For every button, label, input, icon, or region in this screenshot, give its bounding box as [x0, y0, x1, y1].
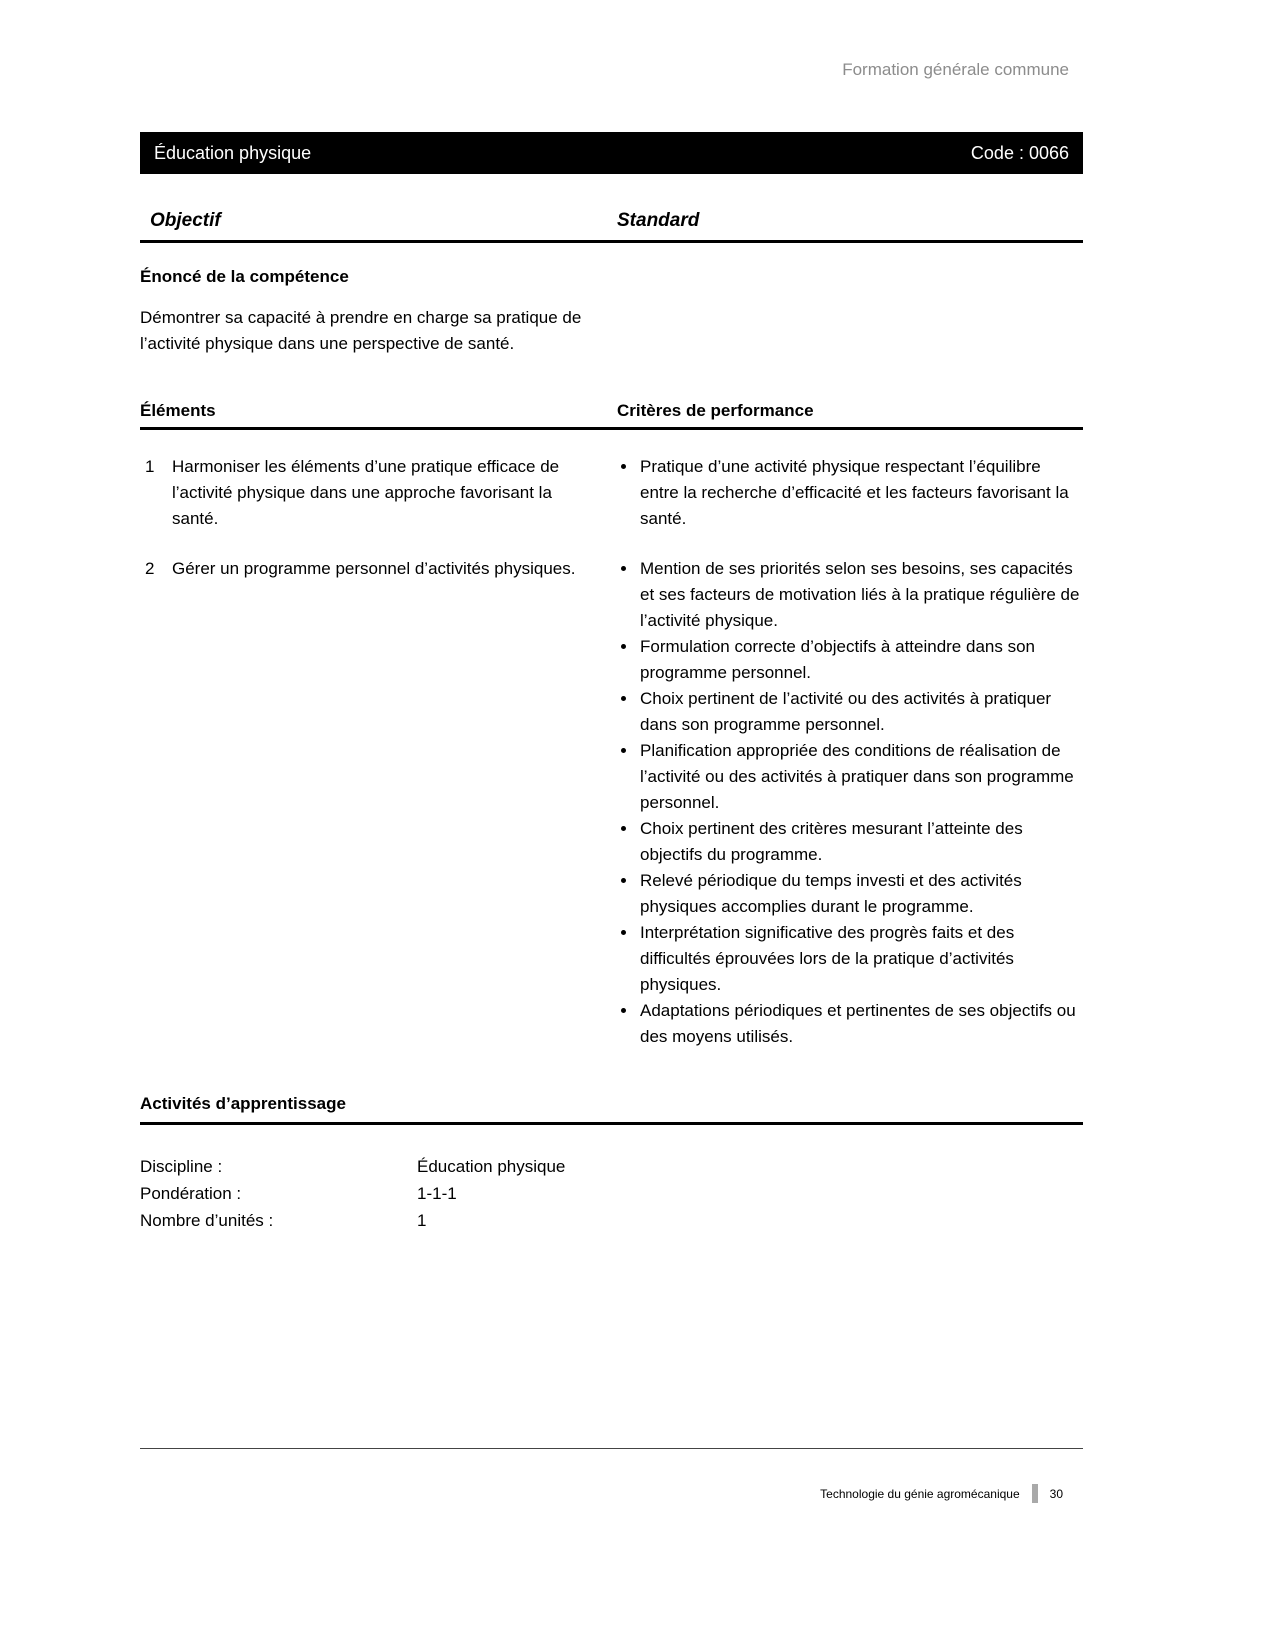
enonce-text: Démontrer sa capacité à prendre en charge sa pratique de l’activité physique dans une perspective de santé. [140, 308, 582, 353]
detail-label: Discipline : [140, 1157, 223, 1176]
enonce-heading: Énoncé de la compétence [140, 267, 349, 286]
criteria-item: • Adaptations périodiques et pertinentes de ses objectifs ou des moyens utilisés. [638, 998, 1083, 1050]
footer-separator-bar [1032, 1484, 1038, 1503]
criteria-item: • Interprétation significative des progrès faits et des difficultés éprouvées lors de la pratique d’activités physiques. [638, 920, 1083, 998]
criteria-item: • Planification appropriée des conditions de réalisation de l’activité ou des activités à pratiquer dans son programme personnel. [638, 738, 1083, 816]
footer-page-number: 30 [1049, 1486, 1063, 1501]
element-item [140, 556, 617, 1050]
footer-divider [140, 1448, 1083, 1449]
criteria-item: • Choix pertinent des critères mesurant l’atteinte des objectifs du programme. [638, 816, 1083, 868]
element-number: 1 [145, 457, 155, 476]
elements-heading: Éléments [140, 401, 216, 420]
element-row-2 [140, 556, 1083, 1050]
criteria-item: • Mention de ses priorités selon ses besoins, ses capacités et ses facteurs de motivation liés à la pratique régulière de l’activité physique. [638, 556, 1083, 634]
footer-document-title: Technologie du génie agromécanique [820, 1486, 1020, 1501]
detail-label: Pondération : [140, 1184, 242, 1203]
course-title-bar [140, 132, 1083, 174]
running-header: Formation générale commune [842, 60, 1069, 79]
criteria-item: • Choix pertinent de l’activité ou des activités à pratiquer dans son programme personnel. [638, 686, 1083, 738]
detail-row [140, 1153, 1083, 1180]
criteria-list-2 [617, 556, 1083, 1050]
detail-row [140, 1207, 1083, 1234]
element-item [140, 454, 617, 532]
criteria-item: • Formulation correcte d’objectifs à atteindre dans son programme personnel. [638, 634, 1083, 686]
criteria-item: • Relevé périodique du temps investi et des activités physiques accomplies durant le programme. [638, 868, 1083, 920]
objectif-heading: Objectif [150, 210, 221, 231]
objectif-standard-header [140, 210, 1083, 243]
element-number: 2 [145, 559, 155, 578]
standard-heading: Standard [617, 210, 700, 231]
detail-value: 1 [417, 1211, 427, 1230]
page-footer [140, 1484, 1083, 1503]
element-text: Harmoniser les éléments d’une pratique efficace de l’activité physique dans une approche favorisant la santé. [172, 457, 560, 528]
criteria-list-1 [617, 454, 1083, 532]
element-text: Gérer un programme personnel d’activités physiques. [172, 559, 576, 578]
detail-row [140, 1180, 1083, 1207]
course-title: Éducation physique [154, 142, 312, 163]
activities-heading: Activités d’apprentissage [140, 1094, 1083, 1125]
criteria-item: • Pratique d’une activité physique respectant l’équilibre entre la recherche d’efficacité et les facteurs favorisant la santé. [638, 454, 1083, 532]
detail-value: 1-1-1 [417, 1184, 457, 1203]
criteres-heading: Critères de performance [617, 401, 814, 420]
page-content [140, 0, 1083, 1234]
course-code: Code : 0066 [970, 142, 1069, 163]
element-row-1 [140, 454, 1083, 532]
detail-value: Éducation physique [417, 1157, 566, 1176]
detail-label: Nombre d’unités : [140, 1211, 274, 1230]
details-block [140, 1153, 1083, 1234]
columns-header [140, 401, 1083, 430]
